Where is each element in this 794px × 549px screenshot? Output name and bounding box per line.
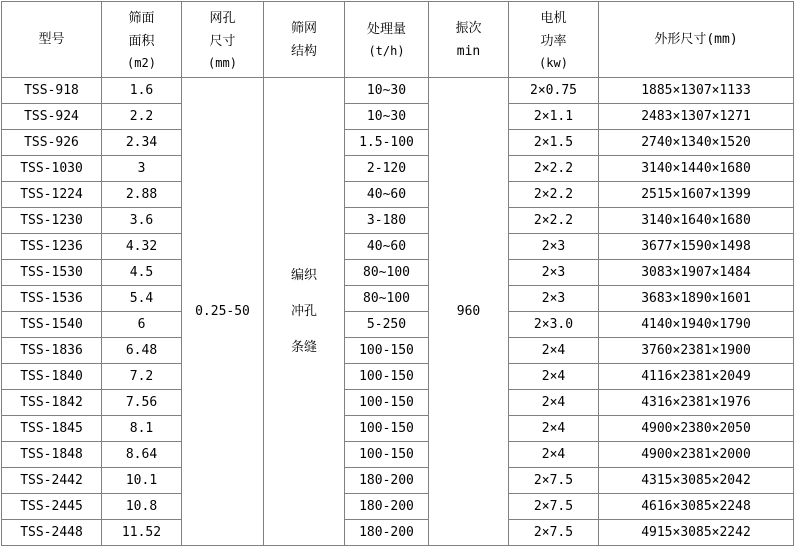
header-line: 筛面 (128, 10, 155, 26)
table-header-row (2, 2, 794, 78)
model-cell: TSS-1530 (2, 260, 102, 286)
capacity-cell: 40~60 (345, 234, 429, 260)
dimensions-cell: 4915×3085×2242 (599, 520, 794, 546)
model-cell: TSS-924 (2, 104, 102, 130)
dimensions-cell: 2740×1340×1520 (599, 130, 794, 156)
dimensions-cell: 3683×1890×1601 (599, 286, 794, 312)
dimensions-cell: 4116×2381×2049 (599, 364, 794, 390)
spec-table (1, 1, 794, 546)
header-line: 功率 (540, 33, 567, 49)
table-row (2, 208, 794, 234)
dimensions-cell: 4315×3085×2042 (599, 468, 794, 494)
structure-line: 冲孔 (290, 303, 317, 319)
power-cell: 2×4 (509, 364, 599, 390)
area-cell: 2.2 (102, 104, 182, 130)
dimensions-cell: 3083×1907×1484 (599, 260, 794, 286)
dimensions-cell: 4140×1940×1790 (599, 312, 794, 338)
dimensions-cell: 2515×1607×1399 (599, 182, 794, 208)
table-row (2, 312, 794, 338)
capacity-cell: 1.5-100 (345, 130, 429, 156)
structure-line: 条缝 (290, 339, 317, 355)
capacity-cell: 100-150 (345, 416, 429, 442)
column-header-dimensions (599, 2, 794, 78)
column-header-capacity (345, 2, 429, 78)
power-cell: 2×3.0 (509, 312, 599, 338)
header-line: 筛网 (290, 20, 317, 36)
table-row (2, 442, 794, 468)
header-line: 型号 (38, 32, 65, 47)
dimensions-cell: 3140×1640×1680 (599, 208, 794, 234)
model-cell: TSS-1848 (2, 442, 102, 468)
dimensions-cell: 1885×1307×1133 (599, 78, 794, 104)
capacity-cell: 100-150 (345, 364, 429, 390)
header-line: 电机 (540, 10, 567, 26)
table-row (2, 520, 794, 546)
table-row (2, 104, 794, 130)
header-line: 外形尺寸(mm) (654, 32, 738, 47)
dimensions-cell: 3760×2381×1900 (599, 338, 794, 364)
table-row (2, 182, 794, 208)
header-line: (m2) (127, 55, 156, 70)
capacity-cell: 180-200 (345, 468, 429, 494)
header-line: 处理量 (366, 22, 406, 37)
area-cell: 8.64 (102, 442, 182, 468)
area-cell: 3.6 (102, 208, 182, 234)
power-cell: 2×2.2 (509, 208, 599, 234)
column-header-model (2, 2, 102, 78)
header-line: 网孔 (209, 10, 236, 26)
power-cell: 2×0.75 (509, 78, 599, 104)
table-header (2, 2, 794, 78)
area-cell: 3 (102, 156, 182, 182)
model-cell: TSS-1840 (2, 364, 102, 390)
table-row (2, 286, 794, 312)
power-cell: 2×4 (509, 442, 599, 468)
capacity-cell: 40~60 (345, 182, 429, 208)
capacity-cell: 180-200 (345, 520, 429, 546)
power-cell: 2×1.5 (509, 130, 599, 156)
model-cell: TSS-1836 (2, 338, 102, 364)
capacity-cell: 5-250 (345, 312, 429, 338)
model-cell: TSS-2448 (2, 520, 102, 546)
capacity-cell: 180-200 (345, 494, 429, 520)
table-row (2, 416, 794, 442)
area-cell: 8.1 (102, 416, 182, 442)
area-cell: 10.8 (102, 494, 182, 520)
model-cell: TSS-918 (2, 78, 102, 104)
model-cell: TSS-2445 (2, 494, 102, 520)
table-row (2, 156, 794, 182)
power-cell: 2×7.5 (509, 494, 599, 520)
header-line: (kw) (539, 55, 568, 70)
area-cell: 6.48 (102, 338, 182, 364)
area-cell: 7.2 (102, 364, 182, 390)
column-header-vibration (429, 2, 509, 78)
header-line: 面积 (128, 33, 155, 49)
model-cell: TSS-1230 (2, 208, 102, 234)
power-cell: 2×3 (509, 286, 599, 312)
screen-structure-cell (264, 78, 345, 546)
header-line: 结构 (290, 43, 317, 59)
capacity-cell: 80~100 (345, 260, 429, 286)
model-cell: TSS-1540 (2, 312, 102, 338)
model-cell: TSS-1236 (2, 234, 102, 260)
model-cell: TSS-1845 (2, 416, 102, 442)
capacity-cell: 100-150 (345, 338, 429, 364)
area-cell: 4.5 (102, 260, 182, 286)
table-row (2, 234, 794, 260)
area-cell: 5.4 (102, 286, 182, 312)
capacity-cell: 100-150 (345, 390, 429, 416)
capacity-cell: 10~30 (345, 78, 429, 104)
area-cell: 11.52 (102, 520, 182, 546)
table-row (2, 338, 794, 364)
power-cell: 2×4 (509, 338, 599, 364)
capacity-cell: 100-150 (345, 442, 429, 468)
capacity-cell: 80~100 (345, 286, 429, 312)
table-row (2, 78, 794, 104)
power-cell: 2×7.5 (509, 468, 599, 494)
model-cell: TSS-2442 (2, 468, 102, 494)
column-header-power (509, 2, 599, 78)
table-row (2, 260, 794, 286)
power-cell: 2×3 (509, 234, 599, 260)
area-cell: 1.6 (102, 78, 182, 104)
header-line: (t/h) (368, 44, 405, 58)
table-row (2, 390, 794, 416)
vibration-cell: 960 (429, 78, 509, 546)
dimensions-cell: 4900×2381×2000 (599, 442, 794, 468)
area-cell: 4.32 (102, 234, 182, 260)
area-cell: 10.1 (102, 468, 182, 494)
capacity-cell: 3-180 (345, 208, 429, 234)
power-cell: 2×4 (509, 416, 599, 442)
model-cell: TSS-1030 (2, 156, 102, 182)
header-line: min (456, 43, 481, 59)
table-row (2, 364, 794, 390)
capacity-cell: 2-120 (345, 156, 429, 182)
power-cell: 2×2.2 (509, 182, 599, 208)
power-cell: 2×4 (509, 390, 599, 416)
column-header-area (102, 2, 182, 78)
dimensions-cell: 4616×3085×2248 (599, 494, 794, 520)
table-body (2, 78, 794, 546)
dimensions-cell: 4900×2380×2050 (599, 416, 794, 442)
table-row (2, 468, 794, 494)
area-cell: 2.88 (102, 182, 182, 208)
model-cell: TSS-1536 (2, 286, 102, 312)
table-row (2, 494, 794, 520)
dimensions-cell: 3677×1590×1498 (599, 234, 794, 260)
dimensions-cell: 3140×1440×1680 (599, 156, 794, 182)
dimensions-cell: 4316×2381×1976 (599, 390, 794, 416)
power-cell: 2×3 (509, 260, 599, 286)
header-line: 振次 (455, 20, 482, 36)
header-line: 尺寸 (209, 33, 236, 49)
capacity-cell: 10~30 (345, 104, 429, 130)
model-cell: TSS-926 (2, 130, 102, 156)
table-row (2, 130, 794, 156)
model-cell: TSS-1842 (2, 390, 102, 416)
dimensions-cell: 2483×1307×1271 (599, 104, 794, 130)
power-cell: 2×1.1 (509, 104, 599, 130)
power-cell: 2×7.5 (509, 520, 599, 546)
mesh-size-cell: 0.25-50 (182, 78, 264, 546)
column-header-mesh (182, 2, 264, 78)
header-line: (mm) (208, 55, 237, 70)
model-cell: TSS-1224 (2, 182, 102, 208)
column-header-structure (264, 2, 345, 78)
area-cell: 2.34 (102, 130, 182, 156)
area-cell: 7.56 (102, 390, 182, 416)
power-cell: 2×2.2 (509, 156, 599, 182)
structure-line: 编织 (290, 267, 317, 283)
area-cell: 6 (102, 312, 182, 338)
